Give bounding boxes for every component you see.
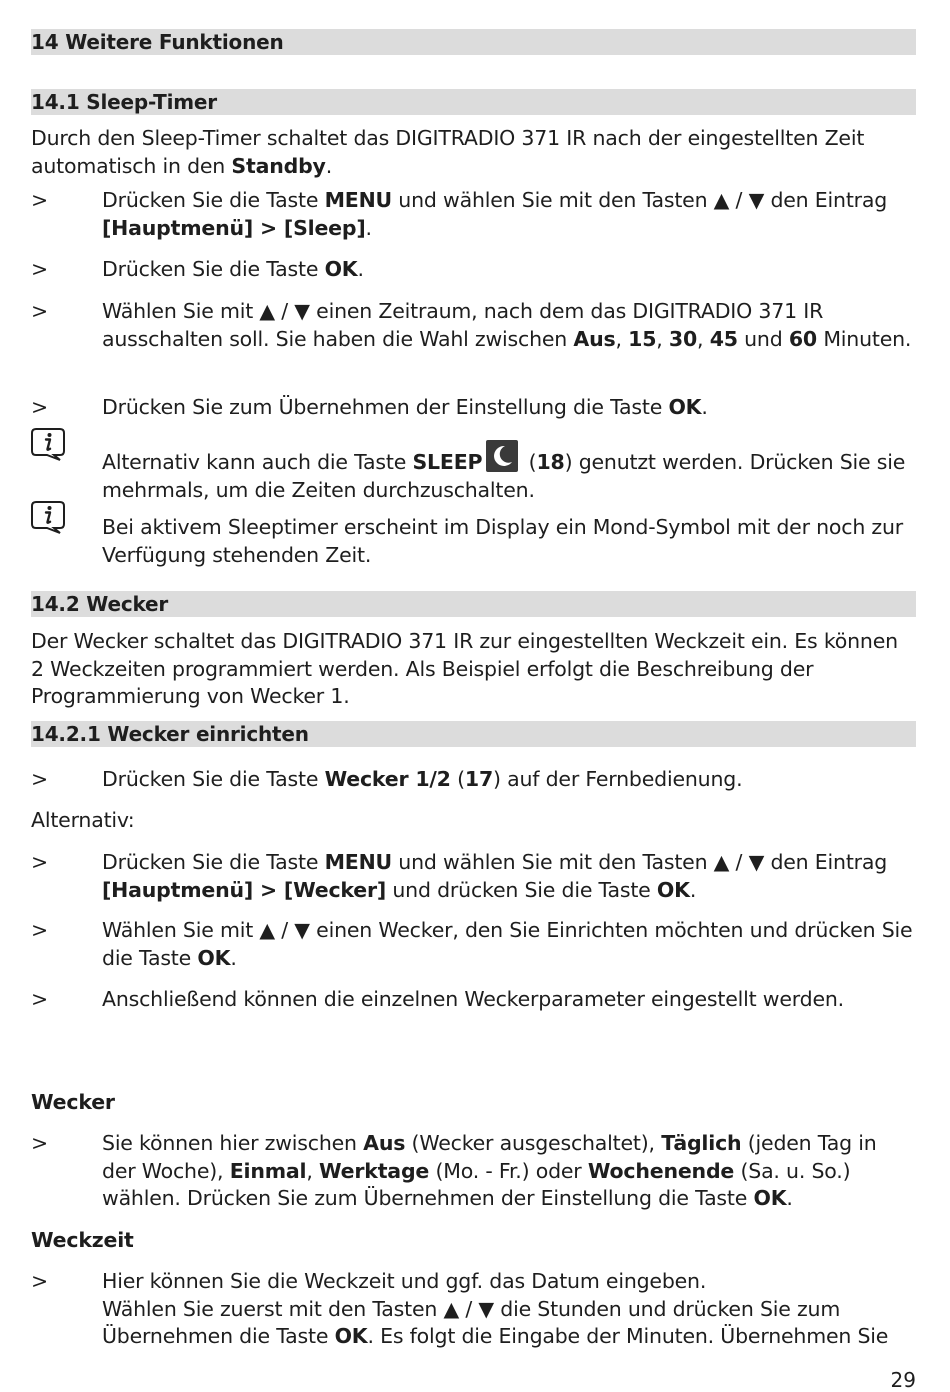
note-text: Alternativ kann auch die Taste SLEEP (18) genutzt werden. Drücken Sie sie mehrmals, um die Zeiten durchzuschalten. (102, 440, 916, 504)
info-note-icon (30, 427, 66, 461)
step-marker: > (31, 767, 48, 791)
step-text: Wählen Sie mit ▲ / ▼ einen Zeitraum, nach dem das DIGITRADIO 371 IR ausschalten soll. Sie haben die Wahl zwischen Aus, 15, 30, 45 und 60 Minuten. (102, 299, 912, 351)
step-marker: > (31, 850, 48, 874)
sleep-intro-bold: Standby (231, 153, 326, 178)
step-marker: > (31, 395, 48, 419)
step-text: Hier können Sie die Weckzeit und ggf. das Datum eingeben. Wählen Sie zuerst mit den Tasten ▲ / ▼ die Stunden und drücken Sie zum Übernehmen die Taste OK. Es folgt die Eingabe der Minuten. Übernehmen Sie (102, 1269, 889, 1348)
info-note-icon (30, 500, 66, 534)
step-marker: > (31, 918, 48, 942)
moon-icon (486, 440, 518, 472)
subheading-weckzeit: Weckzeit (31, 1228, 134, 1252)
sleep-intro-text: Durch den Sleep-Timer schaltet das DIGITRADIO 371 IR nach der eingestellten Zeit automatisch in den (31, 126, 865, 178)
heading-14-2-1: 14.2.1 Wecker einrichten (31, 721, 916, 747)
alternativ-label: Alternativ: (31, 808, 135, 832)
wecker-intro: Der Wecker schaltet das DIGITRADIO 371 IR zur eingestellten Weckzeit ein. Es können 2 Weckzeiten programmiert werden. Als Beispiel erfolgt die Beschreibung der Programmierung von Wecker 1. (31, 629, 898, 708)
step-text: Drücken Sie die Taste MENU und wählen Sie mit den Tasten ▲ / ▼ den Eintrag [Hauptmenü] > [Wecker] und drücken Sie die Taste OK. (102, 850, 888, 902)
step-text: Drücken Sie die Taste MENU und wählen Sie mit den Tasten ▲ / ▼ den Eintrag [Hauptmenü] > [Sleep]. (102, 188, 888, 240)
step-text: Drücken Sie zum Übernehmen der Einstellung die Taste OK. (102, 395, 708, 419)
step-text: Drücken Sie die Taste Wecker 1/2 (17) auf der Fernbedienung. (102, 767, 743, 791)
step-marker: > (31, 1269, 48, 1293)
step-text: Drücken Sie die Taste OK. (102, 257, 364, 281)
sleep-intro: Durch den Sleep-Timer schaltet das DIGITRADIO 371 IR nach der eingestellten Zeit automatisch in den Standby. (31, 126, 865, 178)
step-marker: > (31, 257, 48, 281)
heading-14-1: 14.1 Sleep-Timer (31, 89, 916, 115)
step-text: Sie können hier zwischen Aus (Wecker ausgeschaltet), Täglich (jeden Tag in der Woche), Einmal, Werktage (Mo. - Fr.) oder Wochenende (Sa. u. So.) wählen. Drücken Sie zum Übernehmen der Einstellung die Taste OK. (102, 1131, 877, 1210)
page-number: 29 (890, 1368, 916, 1392)
step-text: Anschließend können die einzelnen Weckerparameter eingestellt werden. (102, 987, 844, 1011)
step-marker: > (31, 299, 48, 323)
heading-14-2: 14.2 Wecker (31, 591, 916, 617)
subheading-wecker: Wecker (31, 1090, 115, 1114)
note-text: Bei aktivem Sleeptimer erscheint im Display ein Mond-Symbol mit der noch zur Verfügung stehenden Zeit. (102, 515, 904, 567)
step-marker: > (31, 188, 48, 212)
step-marker: > (31, 987, 48, 1011)
step-text: Wählen Sie mit ▲ / ▼ einen Wecker, den Sie Einrichten möchten und drücken Sie die Taste OK. (102, 918, 913, 970)
step-marker: > (31, 1131, 48, 1155)
heading-14: 14 Weitere Funktionen (31, 29, 916, 55)
